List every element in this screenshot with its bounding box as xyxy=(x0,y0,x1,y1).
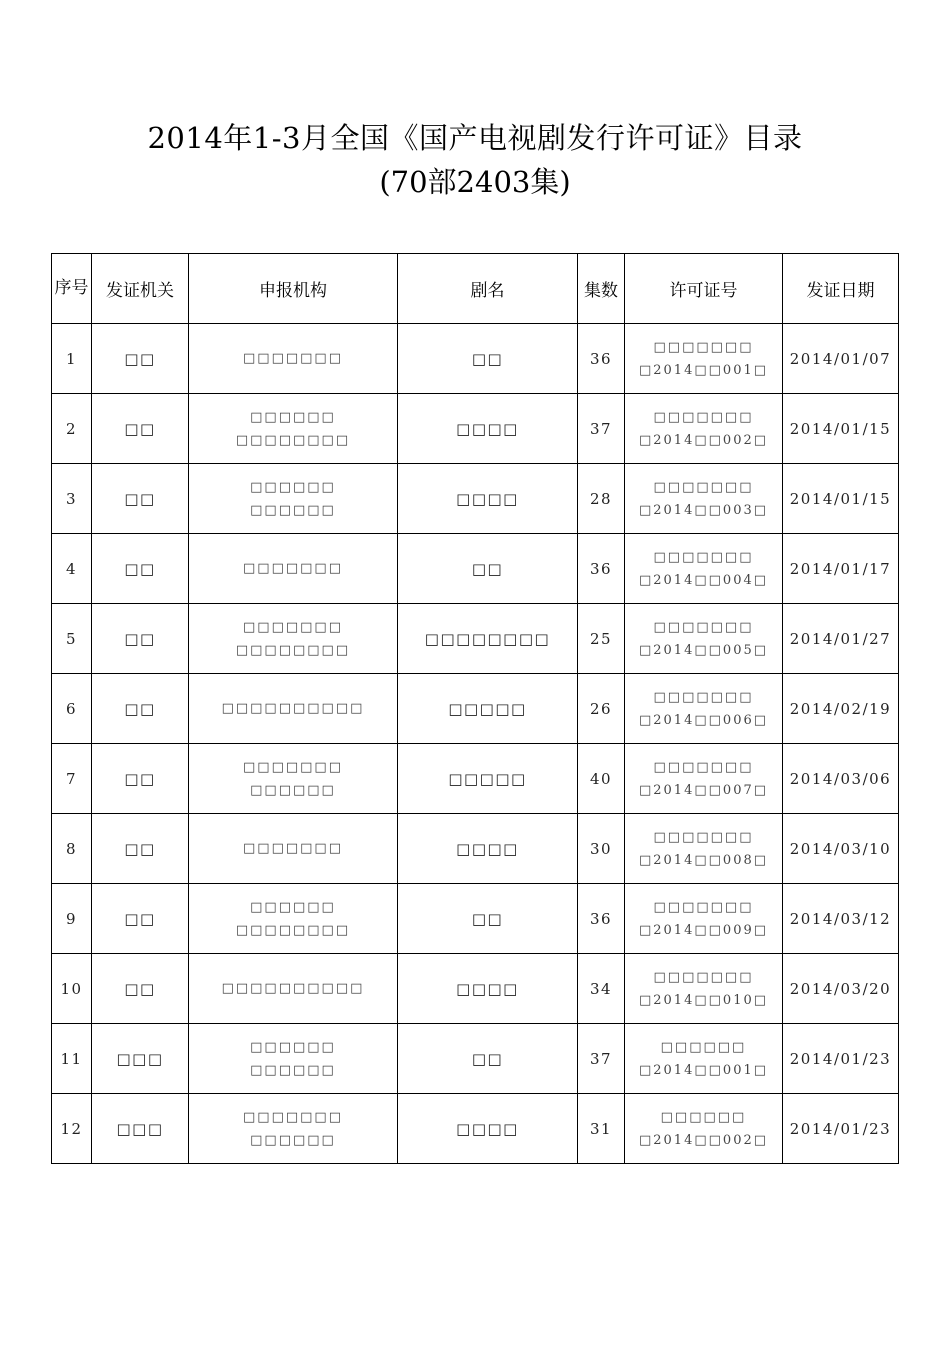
license-cell-line: □□□□□□□ xyxy=(653,969,754,985)
seq-cell: 3 xyxy=(52,464,92,534)
authority-cell: □□ xyxy=(92,814,189,884)
episodes-cell: 40 xyxy=(578,744,625,814)
drama-cell: □□□□ xyxy=(398,464,578,534)
applicant-cell xyxy=(189,814,398,884)
episodes-cell: 36 xyxy=(578,324,625,394)
date-cell: 2014/01/07 xyxy=(783,324,899,394)
authority-cell: □□ xyxy=(92,394,189,464)
applicant-cell-line: □□□□□□ xyxy=(250,479,336,495)
license-cell-line: □2014□□010□ xyxy=(638,992,769,1008)
authority-cell: □□ xyxy=(92,464,189,534)
table-body xyxy=(52,324,899,1164)
episodes-cell: 30 xyxy=(578,814,625,884)
table-row xyxy=(52,604,899,674)
drama-cell: □□ xyxy=(398,534,578,604)
table-row xyxy=(52,324,899,394)
license-cell-line: □□□□□□□ xyxy=(653,759,754,775)
authority-cell: □□ xyxy=(92,954,189,1024)
applicant-cell-line: □□□□□□□ xyxy=(243,351,343,366)
seq-cell: 12 xyxy=(52,1094,92,1164)
table-header-row xyxy=(52,254,899,324)
drama-cell: □□□□ xyxy=(398,394,578,464)
column-header-drama: 剧名 xyxy=(398,254,578,324)
license-cell-line: □2014□□007□ xyxy=(638,782,769,798)
drama-cell: □□□□□ xyxy=(398,674,578,744)
drama-cell: □□ xyxy=(398,1024,578,1094)
episodes-cell: 31 xyxy=(578,1094,625,1164)
license-cell xyxy=(625,744,783,814)
seq-cell: 7 xyxy=(52,744,92,814)
table-row xyxy=(52,884,899,954)
table-row xyxy=(52,1024,899,1094)
license-cell-line: □□□□□□□ xyxy=(653,829,754,845)
applicant-cell-line: □□□□□□ xyxy=(250,1132,336,1148)
license-cell-line: □□□□□□□ xyxy=(653,339,754,355)
license-cell-line: □2014□□008□ xyxy=(638,852,769,868)
license-cell xyxy=(625,1024,783,1094)
date-cell: 2014/03/06 xyxy=(783,744,899,814)
episodes-cell: 26 xyxy=(578,674,625,744)
episodes-cell: 37 xyxy=(578,394,625,464)
applicant-cell xyxy=(189,744,398,814)
date-cell: 2014/03/10 xyxy=(783,814,899,884)
applicant-cell-line: □□□□□□ xyxy=(250,502,336,518)
episodes-cell: 34 xyxy=(578,954,625,1024)
applicant-cell xyxy=(189,394,398,464)
license-cell-line: □□□□□□□ xyxy=(653,689,754,705)
license-cell xyxy=(625,464,783,534)
seq-cell: 6 xyxy=(52,674,92,744)
document-subtitle: (70部2403集) xyxy=(379,165,571,199)
applicant-cell-line: □□□□□□□□ xyxy=(235,432,351,448)
applicant-cell xyxy=(189,884,398,954)
applicant-cell xyxy=(189,674,398,744)
seq-cell: 8 xyxy=(52,814,92,884)
authority-cell: □□ xyxy=(92,534,189,604)
license-cell-line: □2014□□005□ xyxy=(638,642,769,658)
applicant-cell-line: □□□□□□ xyxy=(250,899,336,915)
seq-cell: 1 xyxy=(52,324,92,394)
date-cell: 2014/01/23 xyxy=(783,1024,899,1094)
license-cell-line: □2014□□004□ xyxy=(638,572,769,588)
license-cell-line: □2014□□001□ xyxy=(638,362,769,378)
date-cell: 2014/01/27 xyxy=(783,604,899,674)
drama-cell: □□□□□ xyxy=(398,744,578,814)
seq-cell: 4 xyxy=(52,534,92,604)
column-header-date: 发证日期 xyxy=(783,254,899,324)
license-cell-line: □□□□□□□ xyxy=(653,619,754,635)
date-cell: 2014/01/23 xyxy=(783,1094,899,1164)
applicant-cell-line: □□□□□□□□□□ xyxy=(221,701,365,716)
license-cell xyxy=(625,394,783,464)
authority-cell: □□ xyxy=(92,604,189,674)
applicant-cell-line: □□□□□□□ xyxy=(243,759,343,775)
applicant-cell-line: □□□□□□□□ xyxy=(235,642,351,658)
date-cell: 2014/03/20 xyxy=(783,954,899,1024)
applicant-cell-line: □□□□□□ xyxy=(250,1039,336,1055)
applicant-cell xyxy=(189,1024,398,1094)
applicant-cell-line: □□□□□□ xyxy=(250,1062,336,1078)
applicant-cell-line: □□□□□□□ xyxy=(243,1109,343,1125)
applicant-cell-line: □□□□□□□ xyxy=(243,561,343,576)
applicant-cell xyxy=(189,604,398,674)
date-cell: 2014/01/17 xyxy=(783,534,899,604)
license-cell xyxy=(625,954,783,1024)
license-cell-line: □□□□□□ xyxy=(660,1109,747,1125)
license-cell-line: □2014□□002□ xyxy=(638,1132,769,1148)
applicant-cell xyxy=(189,954,398,1024)
license-cell-line: □□□□□□ xyxy=(660,1039,747,1055)
applicant-cell-line: □□□□□□ xyxy=(250,782,336,798)
column-header-authority: 发证机关 xyxy=(92,254,189,324)
episodes-cell: 36 xyxy=(578,884,625,954)
table-row xyxy=(52,954,899,1024)
episodes-cell: 37 xyxy=(578,1024,625,1094)
applicant-cell xyxy=(189,534,398,604)
license-cell-line: □□□□□□□ xyxy=(653,409,754,425)
drama-cell: □□□□ xyxy=(398,954,578,1024)
applicant-cell xyxy=(189,324,398,394)
drama-cell: □□ xyxy=(398,884,578,954)
date-cell: 2014/02/19 xyxy=(783,674,899,744)
authority-cell: □□□ xyxy=(92,1024,189,1094)
table-row xyxy=(52,1094,899,1164)
column-header-seq: 序号 xyxy=(52,254,92,324)
date-cell: 2014/01/15 xyxy=(783,464,899,534)
date-cell: 2014/01/15 xyxy=(783,394,899,464)
date-cell: 2014/03/12 xyxy=(783,884,899,954)
applicant-cell-line: □□□□□□□□ xyxy=(235,922,351,938)
license-cell xyxy=(625,324,783,394)
authority-cell: □□□ xyxy=(92,1094,189,1164)
license-cell xyxy=(625,1094,783,1164)
episodes-cell: 25 xyxy=(578,604,625,674)
table-row xyxy=(52,814,899,884)
license-catalog-table xyxy=(51,253,899,1164)
license-cell-line: □□□□□□□ xyxy=(653,549,754,565)
table-row xyxy=(52,744,899,814)
authority-cell: □□ xyxy=(92,674,189,744)
license-cell-line: □□□□□□□ xyxy=(653,479,754,495)
applicant-cell xyxy=(189,464,398,534)
authority-cell: □□ xyxy=(92,884,189,954)
license-cell xyxy=(625,604,783,674)
seq-cell: 5 xyxy=(52,604,92,674)
license-cell xyxy=(625,674,783,744)
seq-cell: 2 xyxy=(52,394,92,464)
episodes-cell: 36 xyxy=(578,534,625,604)
license-cell xyxy=(625,534,783,604)
drama-cell: □□ xyxy=(398,324,578,394)
applicant-cell-line: □□□□□□□ xyxy=(243,619,343,635)
license-cell-line: □2014□□001□ xyxy=(638,1062,769,1078)
drama-cell: □□□□ xyxy=(398,814,578,884)
column-header-license: 许可证号 xyxy=(625,254,783,324)
column-header-applicant: 申报机构 xyxy=(189,254,398,324)
applicant-cell xyxy=(189,1094,398,1164)
applicant-cell-line: □□□□□□□ xyxy=(243,841,343,856)
license-cell-line: □2014□□002□ xyxy=(638,432,769,448)
document-title: 2014年1-3月全国《国产电视剧发行许可证》目录 xyxy=(147,121,803,155)
authority-cell: □□ xyxy=(92,744,189,814)
license-cell-line: □2014□□006□ xyxy=(638,712,769,728)
table-row xyxy=(52,534,899,604)
table-row xyxy=(52,394,899,464)
authority-cell: □□ xyxy=(92,324,189,394)
license-cell xyxy=(625,814,783,884)
drama-cell: □□□□□□□□ xyxy=(398,604,578,674)
column-header-episodes: 集数 xyxy=(578,254,625,324)
applicant-cell-line: □□□□□□□□□□ xyxy=(221,981,365,996)
license-cell-line: □2014□□003□ xyxy=(638,502,769,518)
table-row xyxy=(52,674,899,744)
license-cell xyxy=(625,884,783,954)
license-cell-line: □2014□□009□ xyxy=(638,922,769,938)
seq-cell: 11 xyxy=(52,1024,92,1094)
seq-cell: 10 xyxy=(52,954,92,1024)
applicant-cell-line: □□□□□□ xyxy=(250,409,336,425)
license-cell-line: □□□□□□□ xyxy=(653,899,754,915)
table-row xyxy=(52,464,899,534)
seq-cell: 9 xyxy=(52,884,92,954)
drama-cell: □□□□ xyxy=(398,1094,578,1164)
episodes-cell: 28 xyxy=(578,464,625,534)
